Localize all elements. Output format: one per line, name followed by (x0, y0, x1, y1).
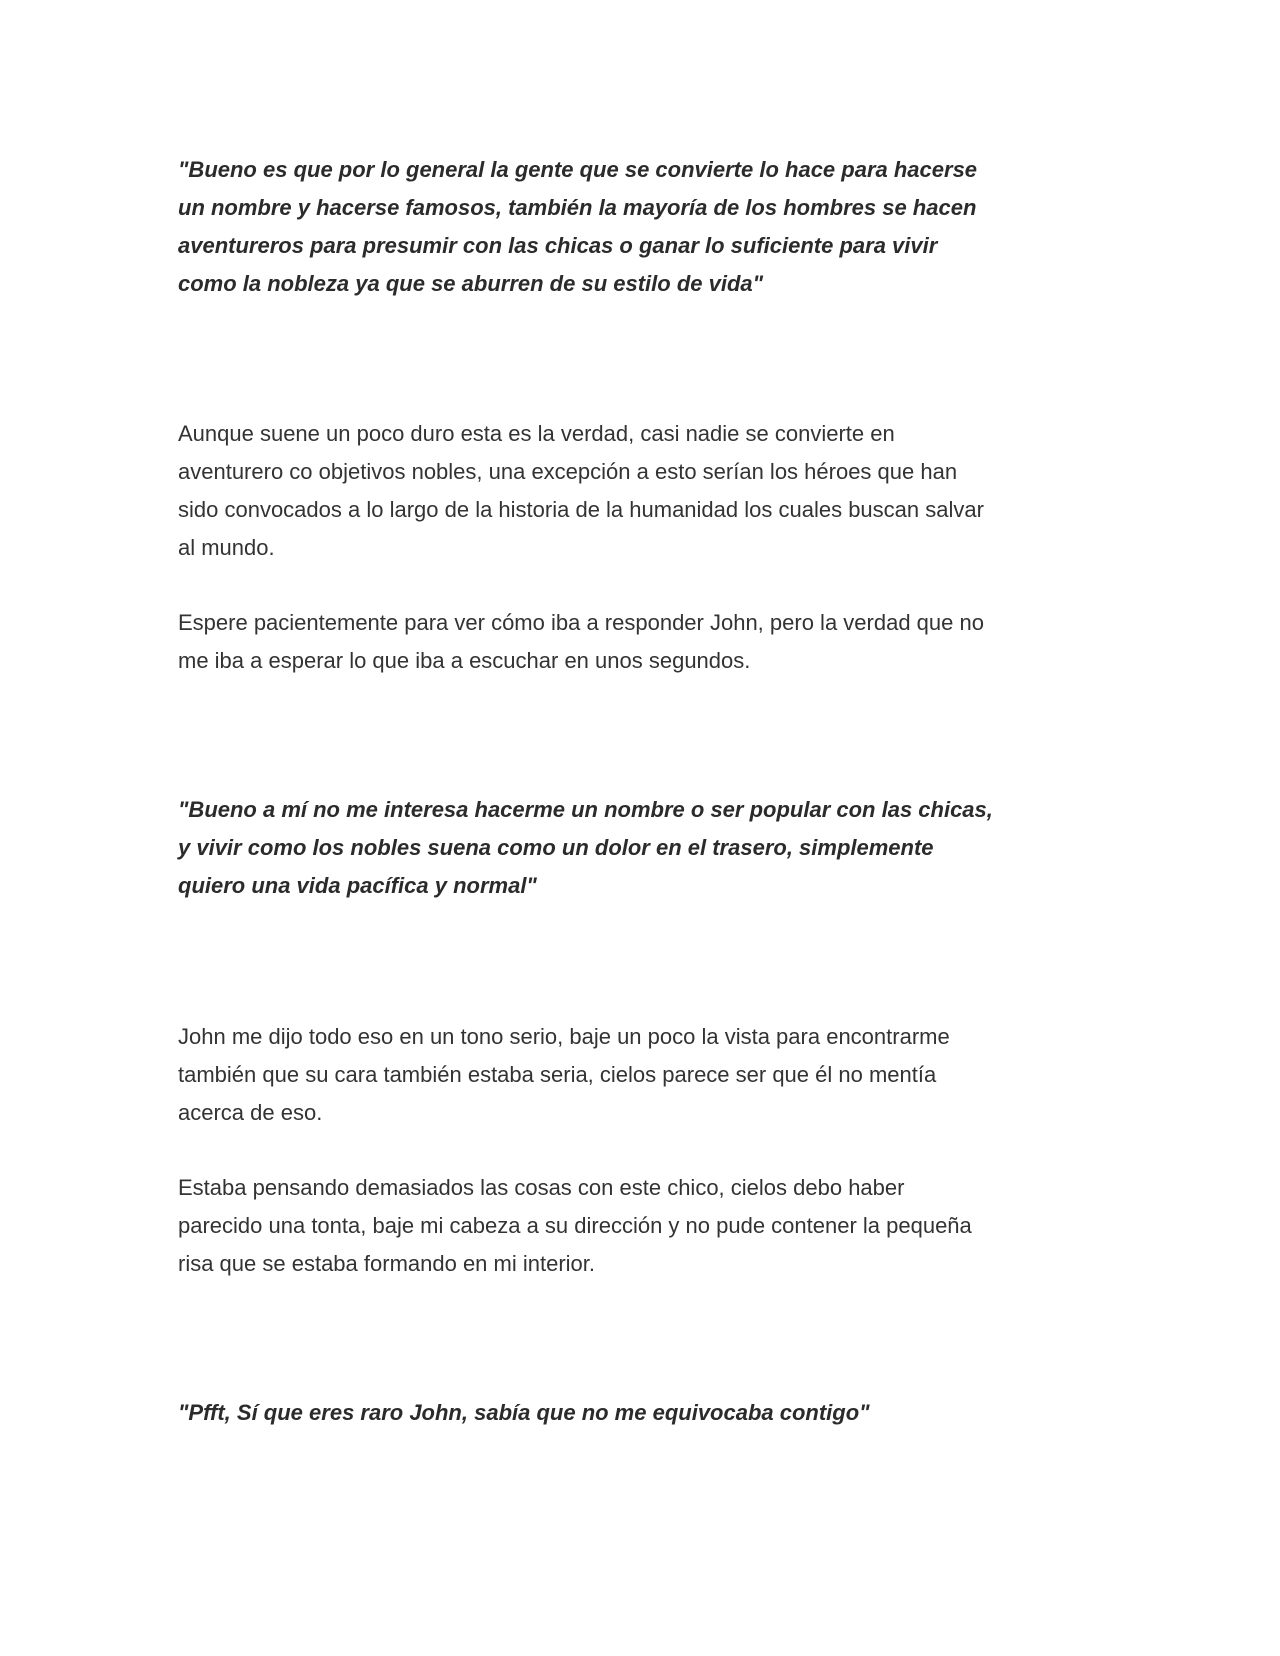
text-line: quiero una vida pacífica y normal" (178, 873, 537, 898)
text-line: parecido una tonta, baje mi cabeza a su dirección y no pude contener la pequeña (178, 1213, 972, 1238)
text-line: aventurero co objetivos nobles, una excepción a esto serían los héroes que han (178, 459, 958, 484)
narration-paragraph (178, 604, 1128, 680)
text-line: al mundo. (178, 535, 275, 560)
text-line: "Pfft, Sí que eres raro John, sabía que no me equivocaba contigo" (178, 1400, 870, 1425)
text-line: aventureros para presumir con las chicas o ganar lo suficiente para vivir (178, 233, 938, 258)
text-line: me iba a esperar lo que iba a escuchar en unos segundos. (178, 648, 751, 673)
narration-paragraph (178, 1018, 1128, 1132)
text-line: risa que se estaba formando en mi interior. (178, 1251, 596, 1276)
text-line: un nombre y hacerse famosos, también la mayoría de los hombres se hacen (178, 195, 977, 220)
text-line: y vivir como los nobles suena como un dolor en el trasero, simplemente (178, 835, 934, 860)
text-line: también que su cara también estaba seria, cielos parece ser que él no mentía (178, 1062, 937, 1087)
dialogue-paragraph (178, 151, 1128, 303)
text-line: Aunque suene un poco duro esta es la verdad, casi nadie se convierte en (178, 421, 895, 446)
text-line: John me dijo todo eso en un tono serio, baje un poco la vista para encontrarme (178, 1024, 950, 1049)
dialogue-paragraph (178, 1394, 1128, 1432)
dialogue-paragraph (178, 791, 1128, 905)
narration-paragraph (178, 1169, 1128, 1283)
text-line: "Bueno a mí no me interesa hacerme un nombre o ser popular con las chicas, (178, 797, 993, 822)
text-line: "Bueno es que por lo general la gente que se convierte lo hace para hacerse (178, 157, 978, 182)
text-line: acerca de eso. (178, 1100, 323, 1125)
text-line: como la nobleza ya que se aburren de su estilo de vida" (178, 271, 764, 296)
text-line: Estaba pensando demasiados las cosas con este chico, cielos debo haber (178, 1175, 905, 1200)
text-line: sido convocados a lo largo de la historia de la humanidad los cuales buscan salvar (178, 497, 984, 522)
narration-paragraph (178, 415, 1128, 567)
text-line: Espere pacientemente para ver cómo iba a responder John, pero la verdad que no (178, 610, 984, 635)
